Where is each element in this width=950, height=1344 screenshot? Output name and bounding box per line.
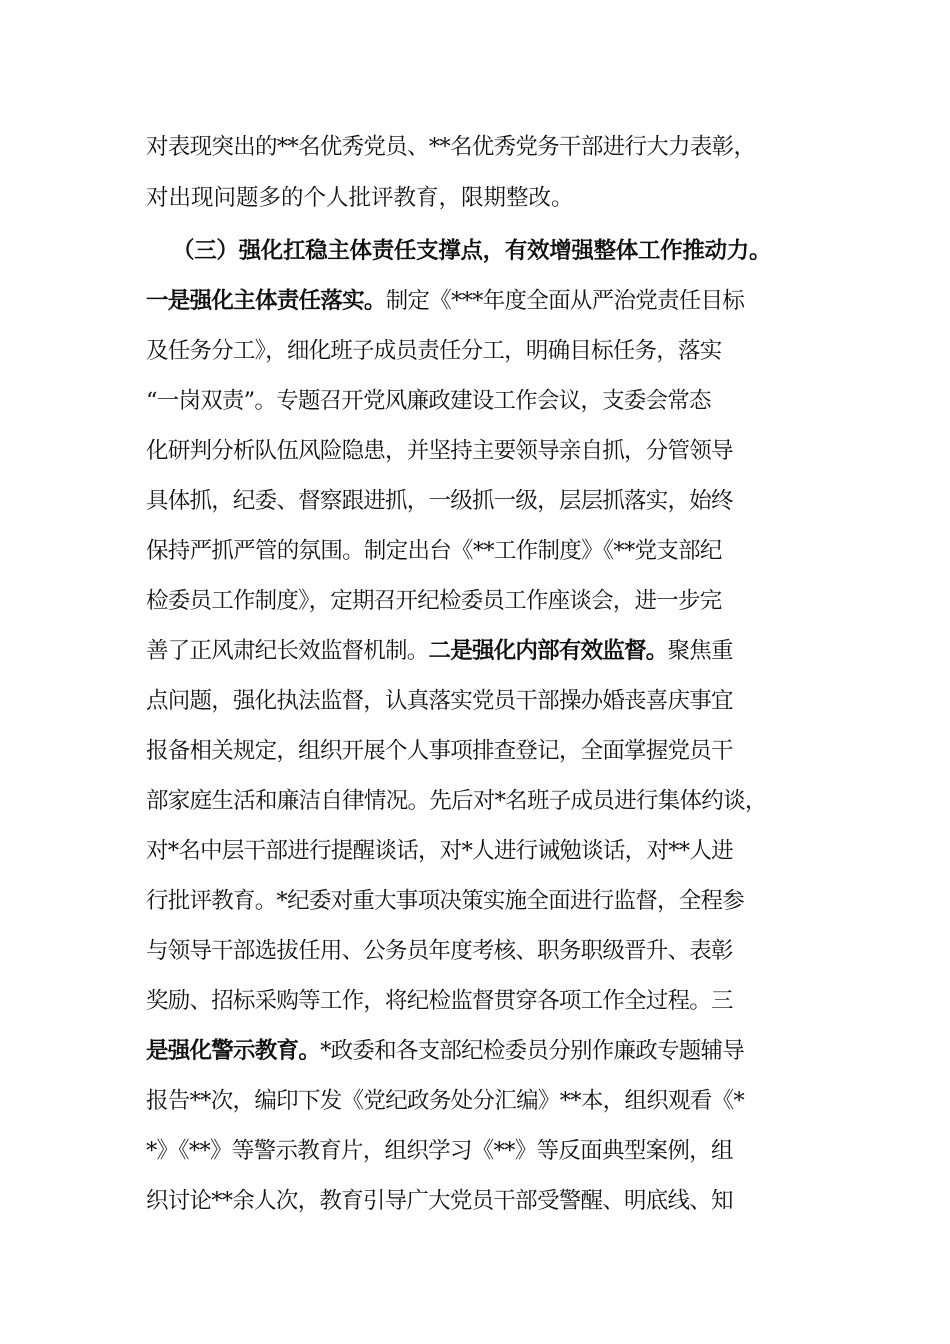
bold-text-run: 一是强化主体责任落实。 xyxy=(146,288,386,314)
text-line xyxy=(146,936,826,966)
text-line xyxy=(146,736,826,766)
text-line xyxy=(146,986,826,1016)
text-run: *政委和各支部纪检委员分别作廉政专题辅导 xyxy=(320,1038,745,1064)
text-line xyxy=(146,436,826,466)
text-line xyxy=(146,386,826,416)
text-line xyxy=(146,636,826,666)
text-line xyxy=(146,886,826,916)
text-line xyxy=(146,836,826,866)
text-run: 与领导干部选拔任用、公务员年度考核、职务职级晋升、表彰 xyxy=(146,938,733,964)
text-run: 具体抓，纪委、督察跟进抓，一级抓一级，层层抓落实，始终 xyxy=(146,488,733,514)
text-run: 报备相关规定，组织开展个人事项排查登记，全面掌握党员干 xyxy=(146,738,733,764)
text-run: 保持严抓严管的氛围。制定出台《**工作制度》《**党支部纪 xyxy=(146,538,722,564)
text-run: 聚焦重 xyxy=(667,638,733,664)
text-line xyxy=(146,536,826,566)
text-run: 检委员工作制度》，定期召开纪检委员工作座谈会，进一步完 xyxy=(146,588,722,614)
text-run: 报告**次，编印下发《党纪政务处分汇编》**本，组织观看《* xyxy=(146,1088,745,1114)
bold-text-run: 是强化警示教育。 xyxy=(146,1038,321,1064)
text-line xyxy=(146,286,826,316)
text-line xyxy=(146,336,826,366)
text-line xyxy=(146,1186,826,1216)
text-line xyxy=(146,686,826,716)
bold-text-run: 二是强化内部有效监督。 xyxy=(428,638,668,664)
text-run: 及任务分工》，细化班子成员责任分工，明确目标任务，落实 xyxy=(146,338,722,364)
text-run: 织讨论**余人次，教育引导广大党员干部受警醒、明底线、知 xyxy=(146,1188,733,1214)
text-run: 对*名中层干部进行提醒谈话，对*人进行诫勉谈话，对**人进 xyxy=(146,838,733,864)
text-run: “一岗双责”。专题召开党风廉政建设工作会议，支委会常态 xyxy=(146,388,711,414)
text-line xyxy=(146,1136,826,1166)
text-run: 制定《***年度全面从严治党责任目标 xyxy=(385,288,745,314)
text-run: 部家庭生活和廉洁自律情况。先后对*名班子成员进行集体约谈， xyxy=(146,788,767,814)
text-line xyxy=(146,183,826,213)
text-run: 对出现问题多的个人批评教育，限期整改。 xyxy=(146,185,574,211)
text-line xyxy=(146,786,826,816)
text-run: 对表现突出的**名优秀党员、**名优秀党务干部进行大力表彰， xyxy=(146,134,756,160)
text-run: 奖励、招标采购等工作，将纪检监督贯穿各项工作全过程。三 xyxy=(146,988,733,1014)
text-run: 点问题，强化执法监督，认真落实党员干部操办婚丧喜庆事宜 xyxy=(146,688,733,714)
text-run: 行批评教育。*纪委对重大事项决策实施全面进行监督，全程参 xyxy=(146,888,745,914)
text-line xyxy=(172,236,852,266)
text-run: 善了正风肃纪长效监督机制。 xyxy=(146,638,429,664)
text-line xyxy=(146,486,826,516)
text-line xyxy=(146,1036,826,1066)
text-line xyxy=(146,1086,826,1116)
text-run: *》《**》等警示教育片，组织学习《**》等反面典型案例，组 xyxy=(146,1138,733,1164)
text-line xyxy=(146,132,826,162)
text-line xyxy=(146,586,826,616)
text-run: 化研判分析队伍风险隐患，并坚持主要领导亲自抓，分管领导 xyxy=(146,438,733,464)
bold-text-run: （三）强化扛稳主体责任支撑点，有效增强整体工作推动力。 xyxy=(172,238,772,264)
